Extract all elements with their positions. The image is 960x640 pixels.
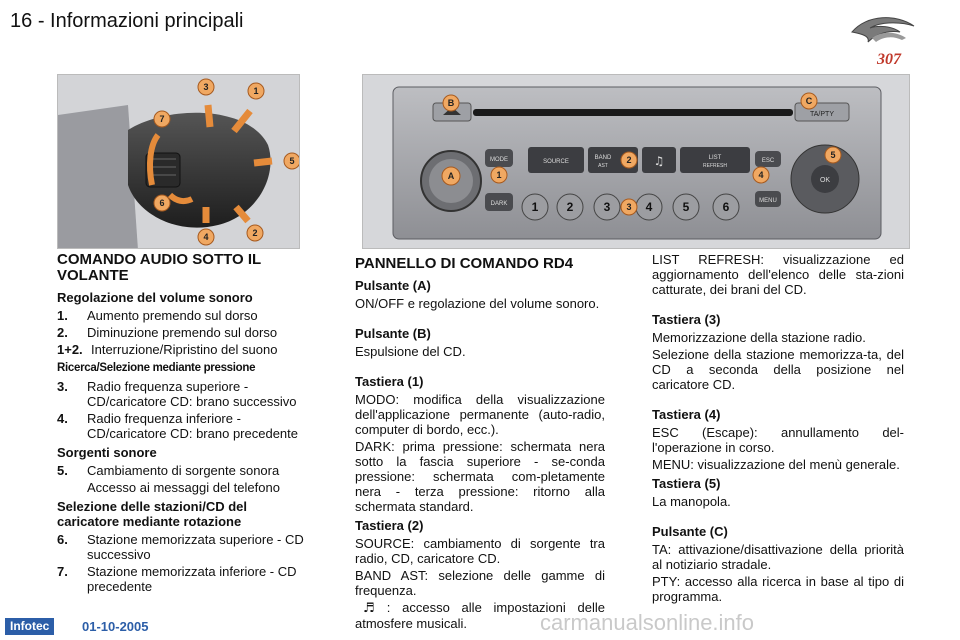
text-keypad-5: La manopola.: [652, 494, 731, 509]
svg-text:ESC: ESC: [761, 158, 775, 164]
text-keypad-1-dark: DARK: prima pressione: schermata nera sotto la fascia superiore - se-conda pressione: schermata com-pletamente nera - terza pressione: ritorno alla schermata standard.: [355, 439, 605, 514]
marker-A: A: [447, 171, 455, 181]
heading-button-c: Pulsante (C): [652, 524, 728, 539]
page-title: Informazioni principali: [50, 10, 244, 32]
watermark: carmanualsonline.info: [540, 610, 755, 635]
svg-text:LIST: LIST: [708, 155, 722, 161]
heading-keypad-2: Tastiera (2): [355, 518, 424, 533]
page-number: 16: [10, 10, 33, 32]
marker-1b: 1: [496, 170, 502, 180]
text-keypad-4-menu: MENU: visualizzazione del menù generale.: [652, 457, 900, 472]
list-item: 6. Stazione memorizzata superiore - CD successivo: [57, 532, 304, 562]
marker-1: 1: [253, 86, 259, 96]
music-icon: ♬: [363, 601, 383, 616]
brand-logo: [832, 12, 932, 70]
text-keypad-4-esc: ESC (Escape): annullamento del-l'operazione in corso.: [652, 425, 904, 455]
section-title-steering: COMANDO AUDIO SOTTO IL VOLANTE: [57, 251, 261, 284]
svg-text:♫: ♫: [653, 154, 665, 168]
marker-4b: 4: [758, 170, 764, 180]
column-steering-audio: [57, 252, 307, 596]
column-panel-continued: [652, 252, 904, 606]
text-list-refresh: LIST REFRESH: visualizzazione ed aggiornamento dell'elenco delle sta-zioni catturate, dei brani del CD.: [652, 252, 904, 297]
heading-stations: Selezione delle stazioni/CD del caricatore mediante rotazione: [57, 499, 247, 529]
logo-text: 307: [877, 51, 901, 68]
heading-sources: Sorgenti sonore: [57, 445, 157, 460]
heading-keypad-3: Tastiera (3): [652, 312, 721, 327]
marker-4: 4: [203, 232, 209, 242]
svg-text:BAND: BAND: [594, 155, 612, 161]
list-item: 1. Aumento premendo sul dorso: [57, 308, 258, 323]
svg-text:SOURCE: SOURCE: [543, 159, 569, 165]
text-keypad-2-source: SOURCE: cambiamento di sorgente tra radio, CD, caricatore CD.: [355, 536, 605, 566]
steering-control-photo: [57, 74, 300, 249]
marker-3b: 3: [626, 202, 632, 212]
list-item: 5. Cambiamento di sorgente sonora: [57, 463, 280, 478]
text-keypad-3-store: Memorizzazione della stazione radio.: [652, 330, 866, 345]
svg-text:6: 6: [722, 200, 730, 214]
marker-5: 5: [289, 156, 295, 166]
text-keypad-2-band: BAND AST: selezione delle gamme di frequenza.: [355, 568, 605, 598]
column-panel-rd4: [355, 252, 605, 633]
marker-6: 6: [159, 198, 165, 208]
svg-text:MENU: MENU: [759, 198, 777, 204]
heading-button-b: Pulsante (B): [355, 326, 431, 341]
svg-text:AST: AST: [598, 163, 608, 169]
marker-2b: 2: [626, 155, 632, 165]
text-button-a: ON/OFF e regolazione del volume sonoro.: [355, 296, 600, 311]
svg-text:5: 5: [682, 200, 690, 214]
text-keypad-1-mode: MODO: modifica della visualizzazione dell'applicazione permanente (auto-radio, computer di bordo, ecc.).: [355, 392, 605, 437]
marker-7: 7: [159, 114, 165, 124]
marker-5b: 5: [830, 150, 836, 160]
footer-date: 01-10-2005: [82, 619, 149, 634]
svg-text:DARK: DARK: [490, 201, 508, 207]
section-title-panel: PANNELLO DI COMANDO RD4: [355, 255, 574, 272]
header-separator: -: [37, 10, 45, 32]
svg-text:1: 1: [531, 200, 539, 214]
heading-volume: Regolazione del volume sonoro: [57, 290, 253, 305]
list-item: 2. Diminuzione premendo sul dorso: [57, 325, 278, 340]
marker-2: 2: [252, 228, 258, 238]
text-button-c-pty: PTY: accesso alla ricerca in base al tipo di programma.: [652, 574, 904, 604]
list-item: 4. Radio frequenza inferiore - CD/caricatore CD: brano precedente: [57, 411, 298, 441]
list-item: 7. Stazione memorizzata inferiore - CD precedente: [57, 564, 297, 594]
text-button-b: Espulsione del CD.: [355, 344, 466, 359]
svg-text:3: 3: [603, 200, 611, 214]
svg-text:2: 2: [566, 200, 574, 214]
list-item: 3. Radio frequenza superiore - CD/caricatore CD: brano successivo: [57, 379, 297, 409]
heading-button-a: Pulsante (A): [355, 278, 431, 293]
page-header: [10, 10, 243, 33]
text-keypad-3-select: Selezione della stazione memorizza-ta, del CD a seconda della posizione nel caricatore CD.: [652, 347, 904, 392]
ta-pty-label: TA/PTY: [810, 111, 834, 118]
svg-text:REFRESH: REFRESH: [703, 163, 727, 169]
heading-keypad-5: Tastiera (5): [652, 476, 721, 491]
radio-panel-photo: [362, 74, 910, 249]
list-item: 1+2. Interruzione/Ripristino del suono: [57, 342, 278, 357]
marker-3: 3: [203, 82, 209, 92]
text-button-c-ta: TA: attivazione/disattivazione della priorità al notiziario stradale.: [652, 542, 904, 572]
heading-keypad-1: Tastiera (1): [355, 374, 424, 389]
heading-search: Ricerca/Selezione mediante pressione: [57, 362, 256, 374]
text-keypad-2-music: ♬ : accesso alle impostazioni delle atmosfere musicali.: [355, 600, 605, 631]
svg-text:OK: OK: [819, 177, 831, 184]
heading-keypad-4: Tastiera (4): [652, 407, 721, 422]
footer-badge: Infotec: [5, 618, 54, 635]
svg-text:4: 4: [645, 200, 653, 214]
sources-sub-text: Accesso ai messaggi del telefono: [87, 480, 280, 495]
marker-B: B: [447, 98, 455, 108]
marker-C: C: [805, 96, 813, 106]
svg-text:MODE: MODE: [490, 157, 508, 163]
